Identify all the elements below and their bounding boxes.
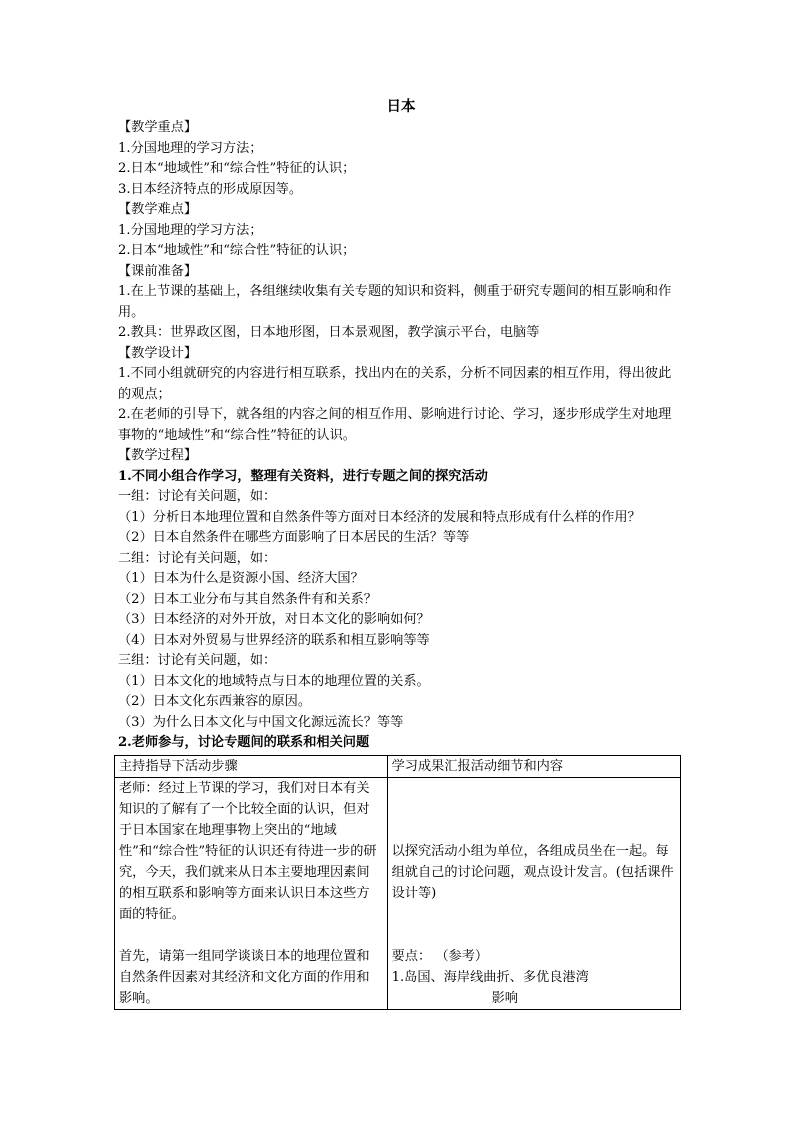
step-2-title: 2.老师参与，讨论专题间的联系和相关问题	[118, 735, 370, 750]
list-item: （1）日本文化的地域特点与日本的地理位置的关系。	[118, 673, 430, 689]
list-item: （2）日本自然条件在哪些方面影响了日本居民的生活？等等	[118, 530, 470, 545]
section-heading-preparation: 【课前准备】	[118, 263, 198, 279]
table-header-cell: 学习成果汇报活动细节和内容	[387, 755, 680, 777]
document-title: 日本	[386, 98, 416, 115]
list-item: （3）为什么日本文化与中国文化源远流长？等等	[118, 714, 404, 730]
key-point-item: 1.岛国、海岸线曲折、多优良港湾	[391, 969, 589, 985]
group-2-label: 二组：讨论有关问题，如：	[118, 550, 277, 566]
key-point-effect: 影响	[491, 990, 518, 1006]
group-3-label: 三组：讨论有关问题，如：	[118, 653, 277, 668]
activity-table	[114, 755, 681, 1010]
table-header-row	[115, 755, 681, 777]
table-cell-right	[387, 777, 680, 1009]
section-heading-process: 【教学过程】	[118, 448, 198, 463]
group-1-label: 一组：讨论有关问题，如：	[118, 489, 277, 504]
list-item: 2.教具：世界政区图，日本地形图，日本景观图，教学演示平台，电脑等	[118, 325, 540, 340]
list-item: 1.不同小组就研究的内容进行相互联系，找出内在的关系，分析不同因素的相互作用，得出彼此的观点；	[118, 366, 672, 402]
list-item: 1.分国地理的学习方法；	[118, 140, 263, 156]
section-heading-key-points: 【教学重点】	[118, 120, 198, 135]
table-cell-left	[115, 777, 388, 1009]
list-item: 2.日本“地域性”和“综合性”特征的认识；	[118, 243, 356, 258]
spacer	[392, 778, 676, 841]
list-item: 1.在上节课的基础上，各组继续收集有关专题的知识和资料，侧重于研究专题间的相互影响和作用。	[118, 284, 672, 320]
table-row	[115, 777, 681, 1009]
teacher-intro-text: 老师：经过上节课的学习，我们对日本有关知识的了解有了一个比较全面的认识，但对于日本国家在地理事物上突出的“地域性”和“综合性”特征的认识还有待进一步的研究，今天，我们就来从日本主要地理因素间的相互联系和影响等方面来认识日本这些方面的特征。	[119, 780, 377, 922]
list-item: 2.在老师的引导下，就各组的内容之间的相互作用、影响进行讨论、学习，逐步形成学生对地理事物的“地域性”和“综合性”特征的认识。	[118, 407, 672, 443]
document-page	[118, 96, 684, 1010]
list-item: 2.日本“地域性”和“综合性”特征的认识；	[118, 161, 356, 176]
teacher-prompt-text: 首先，请第一组同学谈谈日本的地理位置和自然条件因素对其经济和文化方面的作用和影响。	[119, 948, 370, 1006]
list-item: 3.日本经济特点的形成原因等。	[118, 181, 303, 197]
list-item: （2）日本文化东西兼容的原因。	[118, 694, 312, 709]
key-points-label: 要点： （参考）	[391, 948, 489, 964]
list-item: （2）日本工业分布与其自然条件有和关系？	[118, 591, 377, 607]
list-item: 1.分国地理的学习方法；	[118, 222, 263, 238]
spacer	[119, 925, 383, 946]
list-item: （1）分析日本地理位置和自然条件等方面对日本经济的发展和特点形成有什么样的作用？	[118, 509, 641, 525]
section-heading-design: 【教学设计】	[118, 345, 198, 361]
step-1-title: 1.不同小组合作学习，整理有关资料，进行专题之间的探究活动	[118, 468, 488, 484]
list-item: （4）日本对外贸易与世界经济的联系和相互影响等等	[118, 632, 430, 648]
section-heading-difficult-points: 【教学难点】	[118, 202, 198, 217]
list-item: （3）日本经济的对外开放，对日本文化的影响如何？	[118, 612, 430, 627]
table-header-cell: 主持指导下活动步骤	[115, 755, 388, 777]
list-item: （1）日本为什么是资源小国、经济大国？	[118, 571, 364, 586]
student-activity-text: 以探究活动小组为单位，各组成员坐在一起。每组就自己的讨论问题，观点设计发言。(包括课件设计等)	[391, 843, 674, 901]
spacer	[392, 904, 676, 946]
